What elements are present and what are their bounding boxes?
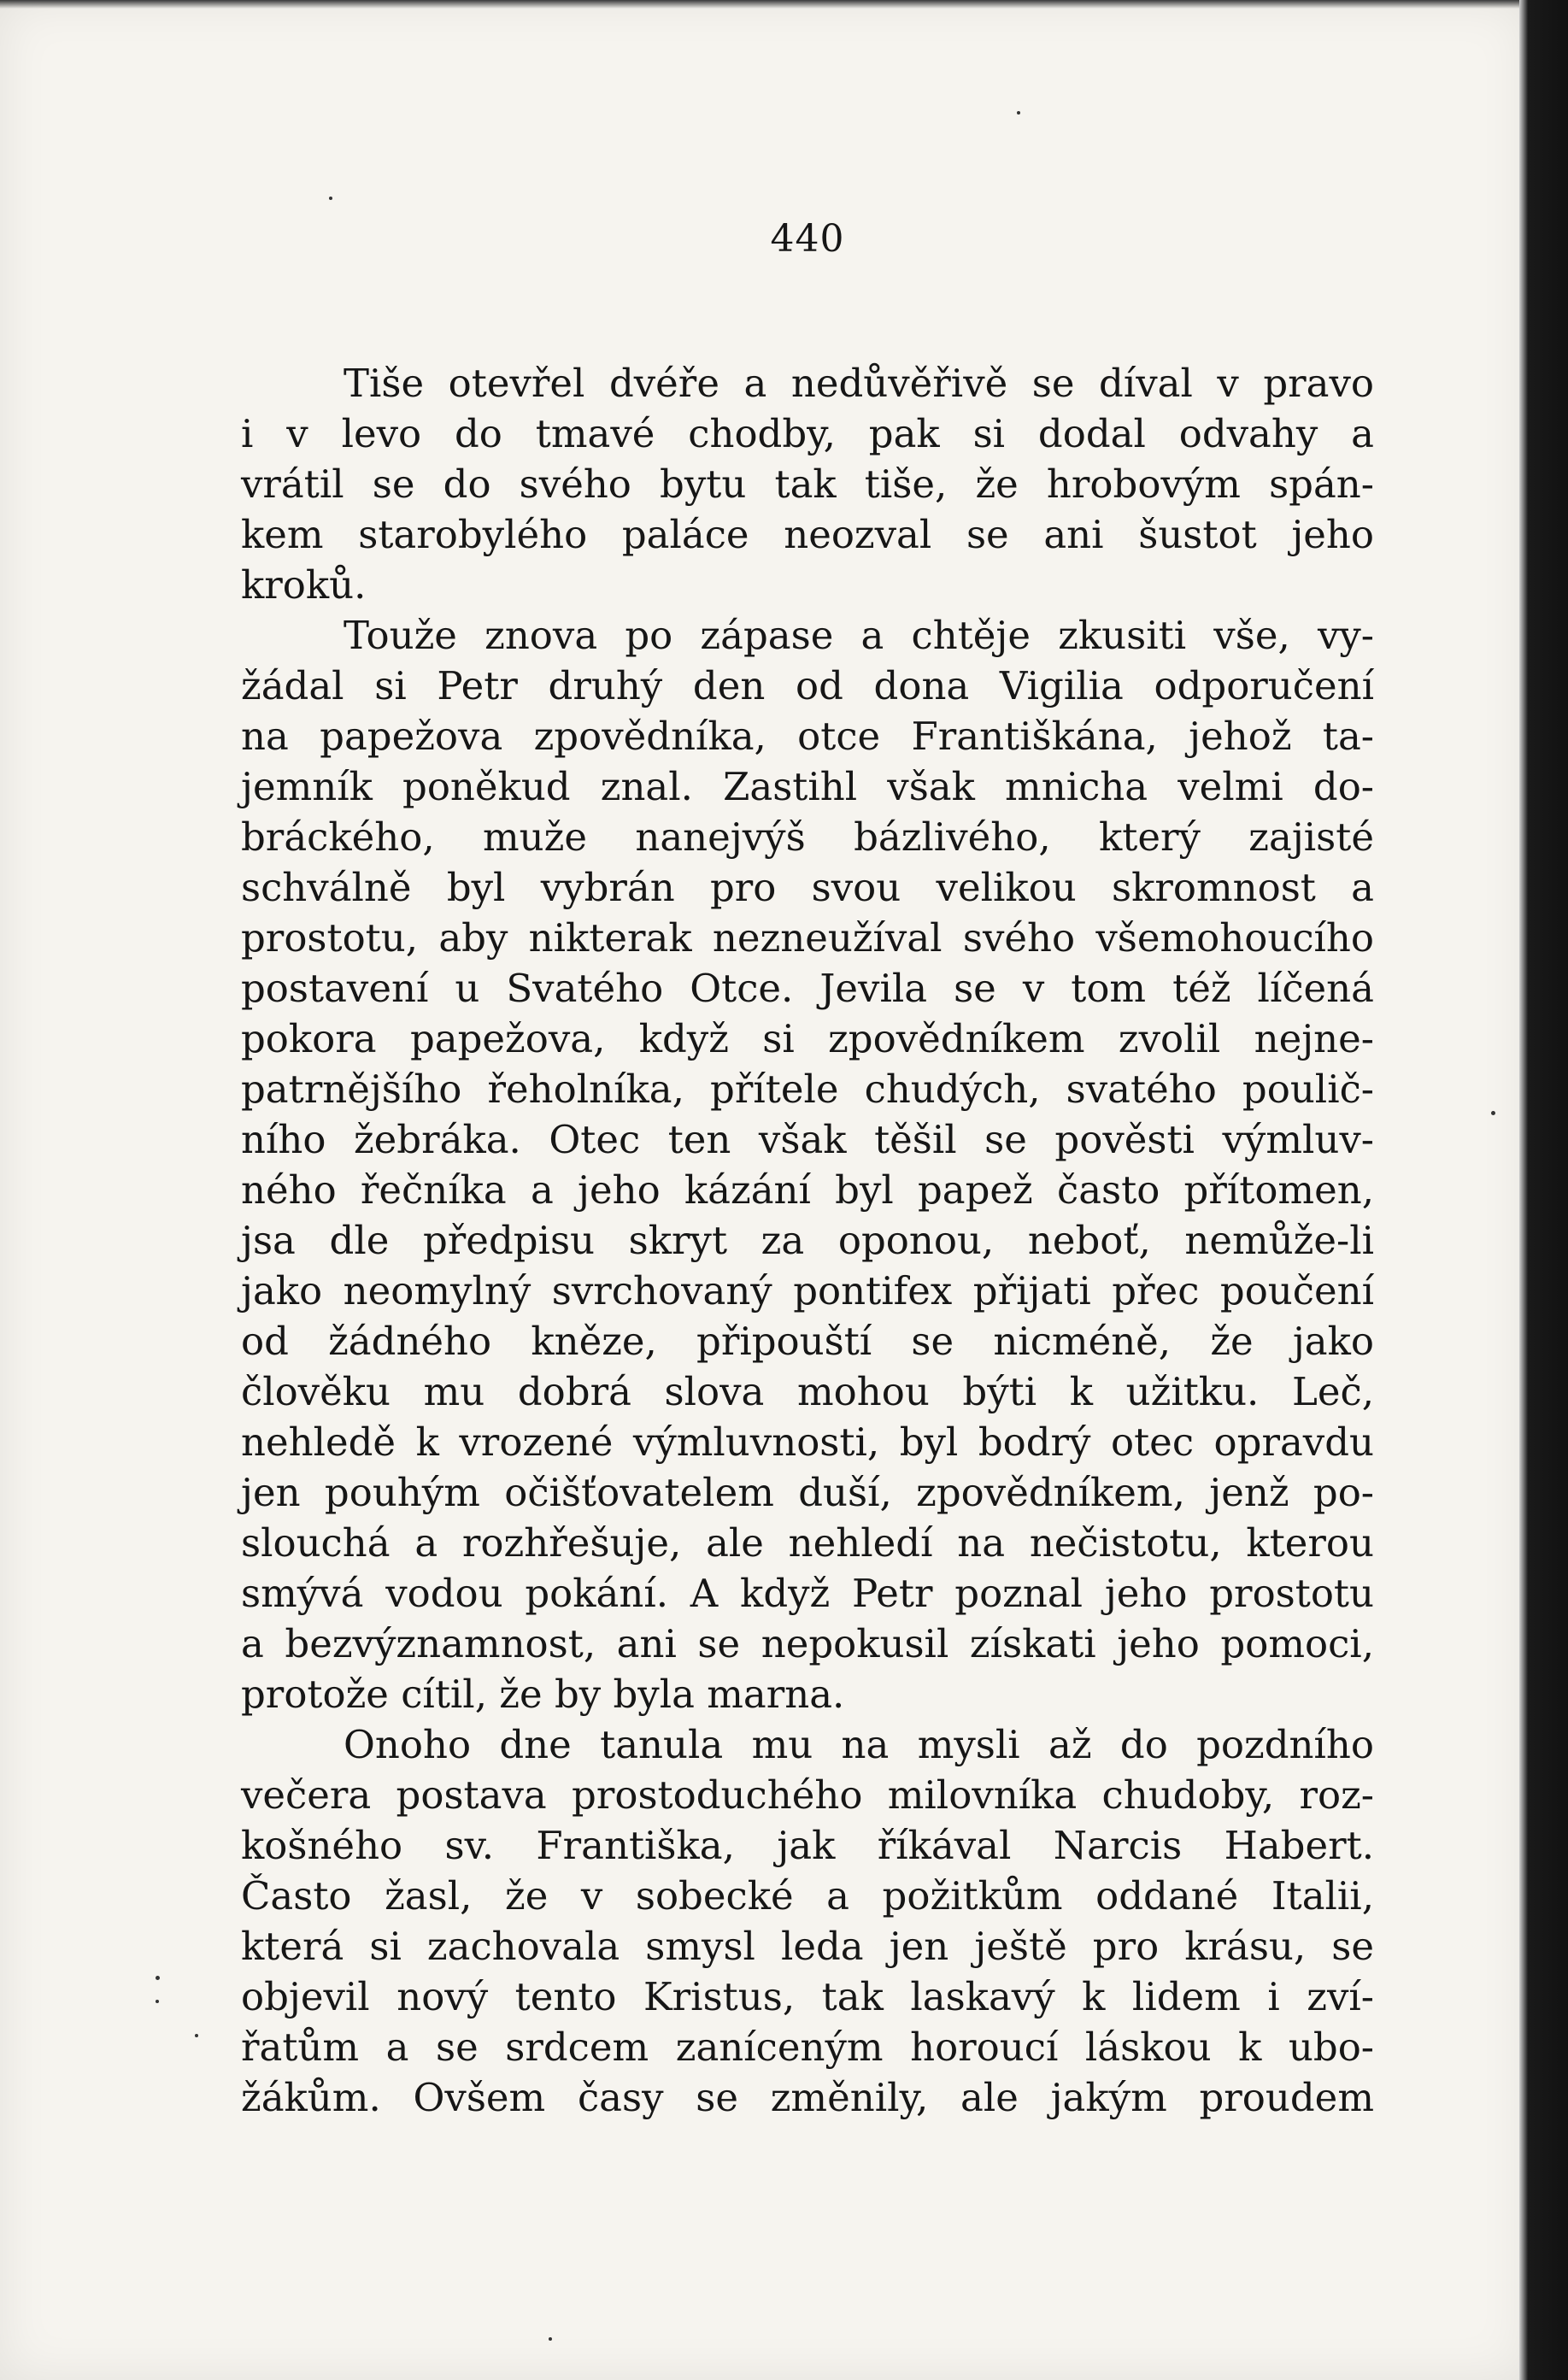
paragraph-2-line: schválně byl vybrán pro svou velikou skromnost a: [241, 865, 1374, 910]
paragraph-2-line: na papežova zpovědníka, otce Františkána, jehož ta-: [241, 714, 1374, 759]
paragraph-1-line: kem starobylého paláce neozval se ani šustot jeho: [241, 512, 1374, 557]
scan-speck: [549, 2337, 552, 2341]
paragraph-3-line: košného sv. Františka, jak říkával Narcis Habert.: [241, 1823, 1374, 1868]
paragraph-1-line: Tiše otevřel dvéře a nedůvěřivě se díval v pravo: [344, 361, 1374, 406]
paragraph-2-line: a bezvýznamnost, ani se nepokusil získati jeho pomoci,: [241, 1621, 1374, 1666]
scan-speck: [156, 2000, 159, 2003]
paragraph-2-line: jemník poněkud znal. Zastihl však mnicha velmi do-: [241, 764, 1374, 809]
paragraph-2-line: jen pouhým očišťovatelem duší, zpovědníkem, jenž po-: [241, 1470, 1374, 1515]
paragraph-3-line: která si zachovala smysl leda jen ještě pro krásu, se: [241, 1924, 1374, 1969]
paragraph-3-line: večera postava prostoduchého milovníka chudoby, roz-: [241, 1772, 1374, 1818]
paragraph-1-line: kroků.: [241, 562, 367, 608]
paragraph-2-line: smývá vodou pokání. A když Petr poznal jeho prostotu: [241, 1571, 1374, 1616]
paragraph-2-line: patrnějšího řeholníka, přítele chudých, svatého poulič-: [241, 1067, 1374, 1112]
paragraph-2-line: jsa dle předpisu skryt za oponou, neboť, nemůže-li: [241, 1218, 1374, 1263]
page-right-edge: [1519, 0, 1568, 2380]
scan-speck: [195, 2034, 198, 2037]
paragraph-2-line: žádal si Petr druhý den od dona Vigilia odporučení: [241, 663, 1374, 708]
paragraph-2-line: nehledě k vrozené výmluvnosti, byl bodrý otec opravdu: [241, 1419, 1374, 1465]
paragraph-2-line: slouchá a rozhřešuje, ale nehledí na nečistotu, kterou: [241, 1520, 1374, 1566]
paragraph-2-line: pokora papežova, když si zpovědníkem zvolil nejne-: [241, 1016, 1374, 1061]
paragraph-2-line: od žádného kněze, připouští se nicméně, že jako: [241, 1319, 1374, 1364]
paragraph-2-line: člověku mu dobrá slova mohou býti k užitku. Leč,: [241, 1369, 1374, 1414]
paragraph-2-line: ního žebráka. Otec ten však těšil se pověsti výmluv-: [241, 1117, 1374, 1162]
paragraph-2-line: prostotu, aby nikterak nezneužíval svého všemohoucího: [241, 915, 1374, 961]
paragraph-1-line: vrátil se do svého bytu tak tiše, že hrobovým spán-: [241, 461, 1374, 507]
scan-speck: [1017, 111, 1020, 115]
paragraph-1-line: i v levo do tmavé chodby, pak si dodal odvahy a: [241, 411, 1374, 456]
paragraph-2-line: postavení u Svatého Otce. Jevila se v tom též líčená: [241, 966, 1374, 1011]
paragraph-2-line: protože cítil, že by byla marna.: [241, 1672, 845, 1717]
page-top-edge: [0, 0, 1528, 9]
paragraph-3-line: objevil nový tento Kristus, tak laskavý k lidem i zví-: [241, 1974, 1374, 2019]
scan-speck: [1491, 1111, 1495, 1115]
paragraph-3-line: řatům a se srdcem zaníceným horoucí láskou k ubo-: [241, 2024, 1374, 2070]
paragraph-3-line: Onoho dne tanula mu na mysli až do pozdního: [344, 1722, 1374, 1767]
paragraph-2-line: jako neomylný svrchovaný pontifex přijati přec poučení: [241, 1268, 1374, 1313]
paragraph-3-line: Často žasl, že v sobecké a požitkům oddané Italii,: [241, 1873, 1374, 1919]
scan-speck: [156, 1976, 160, 1980]
page-number: 440: [770, 217, 845, 261]
paragraph-2-line: ného řečníka a jeho kázání byl papež často přítomen,: [241, 1167, 1374, 1213]
paragraph-2-line: Touže znova po zápase a chtěje zkusiti vše, vy-: [344, 613, 1374, 658]
paragraph-3-line: žákům. Ovšem časy se změnily, ale jakým proudem: [241, 2075, 1374, 2120]
scan-speck: [329, 197, 332, 200]
paragraph-2-line: bráckého, muže nanejvýš bázlivého, který zajisté: [241, 814, 1374, 860]
